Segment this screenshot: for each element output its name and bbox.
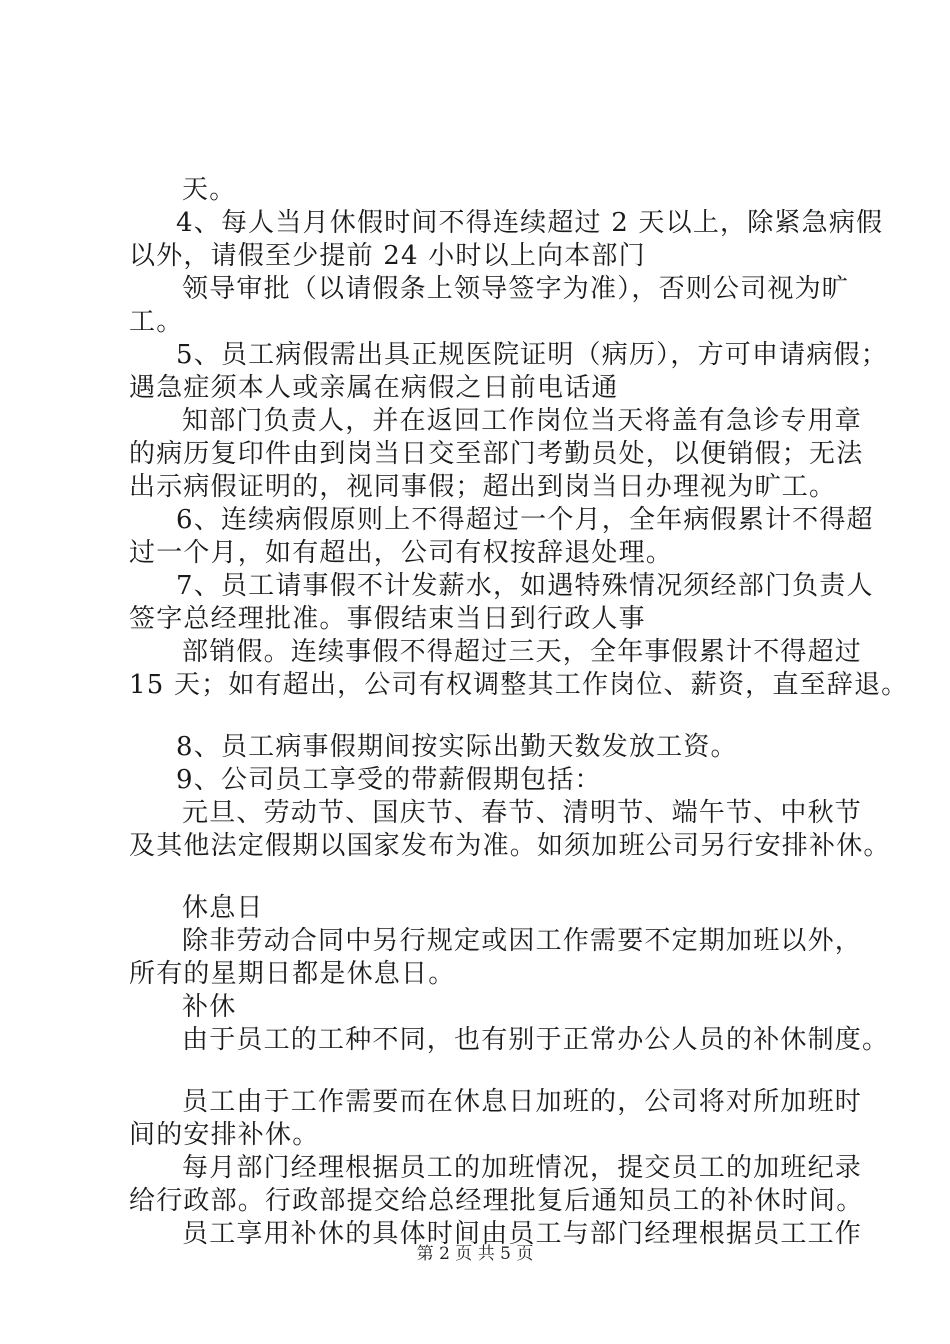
text-line: 5、员工病假需出具正规医院证明（病历），方可申请病假；: [176, 340, 888, 370]
page-footer: 第 2 页 共 5 页: [416, 1244, 534, 1264]
section-heading: 补休: [182, 992, 237, 1022]
text-line: 以外，请假至少提前 24 小时以上向本部门: [129, 241, 646, 271]
text-line: 15 天；如有超出，公司有权调整其工作岗位、薪资，直至辞退。: [129, 670, 909, 700]
text-line: 所有的星期日都是休息日。: [129, 959, 456, 989]
text-line: 出示病假证明的，视同事假；超出到岗当日办理视为旷工。: [129, 472, 837, 502]
text-line: 天。: [182, 175, 237, 205]
text-line: 9、公司员工享受的带薪假期包括：: [176, 765, 602, 795]
text-line: 除非劳动合同中另行规定或因工作需要不定期加班以外，: [182, 926, 863, 956]
text-line: 部销假。连续事假不得超过三天，全年事假累计不得超过: [182, 637, 863, 667]
text-line: 及其他法定假期以国家发布为准。如须加班公司另行安排补休。: [129, 831, 891, 861]
text-line: 7、员工请事假不计发薪水，如遇特殊情况须经部门负责人: [176, 571, 874, 601]
text-line: 间的安排补休。: [129, 1120, 320, 1150]
text-line: 元旦、劳动节、国庆节、春节、清明节、端午节、中秋节: [182, 798, 863, 828]
text-line: 给行政部。行政部提交给总经理批复后通知员工的补休时间。: [129, 1186, 864, 1216]
text-line: 遇急症须本人或亲属在病假之日前电话通: [129, 373, 619, 403]
section-heading: 休息日: [182, 893, 264, 923]
text-line: 知部门负责人，并在返回工作岗位当天将盖有急诊专用章: [182, 406, 863, 436]
text-line: 领导审批（以请假条上领导签字为准），否则公司视为旷: [182, 274, 850, 304]
text-line: 6、连续病假原则上不得超过一个月，全年病假累计不得超: [176, 505, 874, 535]
text-line: 4、每人当月休假时间不得连续超过 2 天以上，除紧急病假: [176, 208, 884, 238]
text-line: 过一个月，如有超出，公司有权按辞退处理。: [129, 538, 674, 568]
text-line: 由于员工的工种不同，也有别于正常办公人员的补休制度。: [182, 1025, 890, 1055]
text-line: 每月部门经理根据员工的加班情况，提交员工的加班纪录: [182, 1153, 863, 1183]
text-line: 工。: [129, 307, 184, 337]
text-line: 的病历复印件由到岗当日交至部门考勤员处，以便销假；无法: [129, 439, 864, 469]
text-line: 员工由于工作需要而在休息日加班的，公司将对所加班时: [182, 1087, 863, 1117]
text-line: 员工享用补休的具体时间由员工与部门经理根据员工工作: [182, 1219, 863, 1249]
text-line: 签字总经理批准。事假结束当日到行政人事: [129, 604, 646, 634]
text-line: 8、员工病事假期间按实际出勤天数发放工资。: [176, 732, 738, 762]
